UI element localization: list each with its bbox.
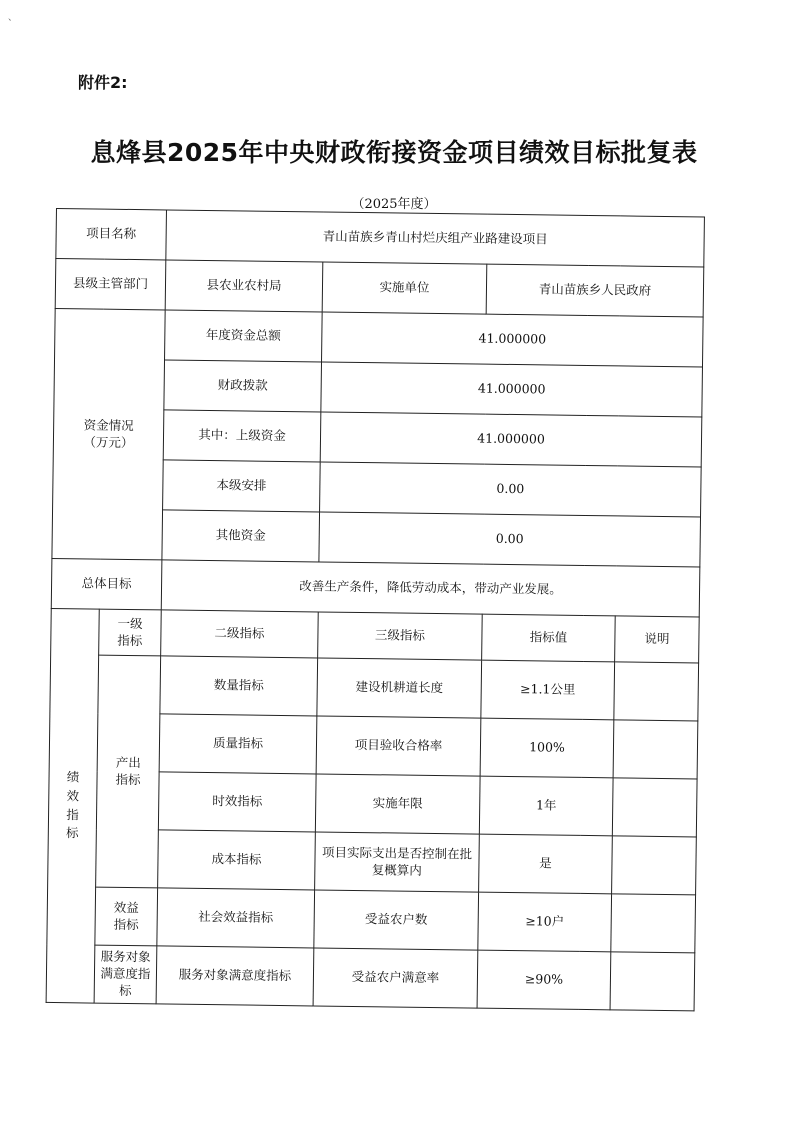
funds-item-value: 0.00 [320,462,702,517]
funds-item-label: 其中：上级资金 [163,410,321,462]
indicator-row [46,944,695,1010]
funds-row [55,308,704,366]
fiscal-year: （2025年度） [351,197,437,212]
attachment-label: 附件2: [78,73,128,92]
implementer-label: 实施单位 [322,262,487,314]
performance-table [46,208,705,1011]
approval-form [46,208,705,1011]
funds-item-value: 0.00 [319,512,701,567]
goal-label: 总体目标 [51,558,162,609]
value-cell: 是 [479,834,613,894]
level3-cell: 受益农户数 [314,890,479,950]
level1-benefit: 效益 指标 [95,887,158,946]
note-cell [612,836,697,895]
value-cell: 1年 [479,776,613,836]
level2-cell: 质量指标 [159,714,317,774]
project-name-row [56,209,705,267]
level2-cell: 时效指标 [158,772,316,832]
funds-item-value: 41.000000 [322,312,704,367]
header-value: 指标值 [482,614,616,662]
funds-item-label: 本级安排 [163,460,321,512]
funds-label-line1: 资金情况 [83,417,134,433]
level3-cell: 建设机耕道长度 [317,658,482,718]
scan-mark: 、 [8,13,18,23]
indicator-row [47,886,696,952]
note-cell [614,662,699,721]
goal-value: 改善生产条件，降低劳动成本，带动产业发展。 [161,560,700,617]
value-cell: ≥1.1公里 [481,660,615,720]
department-label: 县级主管部门 [55,259,166,310]
note-cell [610,952,695,1011]
funds-item-label: 年度资金总额 [165,310,323,362]
header-note: 说明 [615,616,700,663]
goal-row [51,558,700,616]
project-name-label: 项目名称 [56,209,167,260]
level2-cell: 服务对象满意度指标 [156,946,314,1006]
project-name-value: 青山苗族乡青山村烂庆组产业路建设项目 [166,210,705,267]
funds-item-value: 41.000000 [321,362,703,417]
department-value: 县农业农村局 [165,260,323,312]
level2-cell: 数量指标 [160,656,318,716]
level1-output: 产出 指标 [96,655,161,888]
level3-cell: 项目实际支出是否控制在批复概算内 [315,832,480,892]
note-cell [611,894,696,953]
header-level2: 二级指标 [161,610,319,658]
implementer-value: 青山苗族乡人民政府 [486,264,704,317]
funds-item-value: 41.000000 [320,412,702,467]
page-title: 息烽县2025年中央财政衔接资金项目绩效目标批复表 [90,138,698,167]
value-cell: ≥90% [477,950,611,1010]
indicator-row [50,654,699,720]
note-cell [612,778,697,837]
note-cell [613,720,698,779]
value-cell: 100% [480,718,614,778]
funds-label [52,308,165,559]
funds-item-label: 其他资金 [162,510,320,562]
funds-label-line2: （万元） [83,433,134,450]
level3-cell: 项目验收合格率 [316,716,481,776]
header-level3: 三级指标 [318,612,483,660]
level2-cell: 成本指标 [158,830,316,890]
department-row [55,259,704,317]
level1-satisfaction: 服务对象 满意度指 标 [94,945,157,1004]
funds-item-label: 财政拨款 [164,360,322,412]
level3-cell: 受益农户满意率 [313,948,478,1008]
level3-cell: 实施年限 [315,774,480,834]
header-level1: 一级 指标 [99,609,162,656]
level2-cell: 社会效益指标 [157,888,315,948]
indicators-section-label: 绩 效 指 标 [46,608,99,1003]
value-cell: ≥10户 [478,892,612,952]
